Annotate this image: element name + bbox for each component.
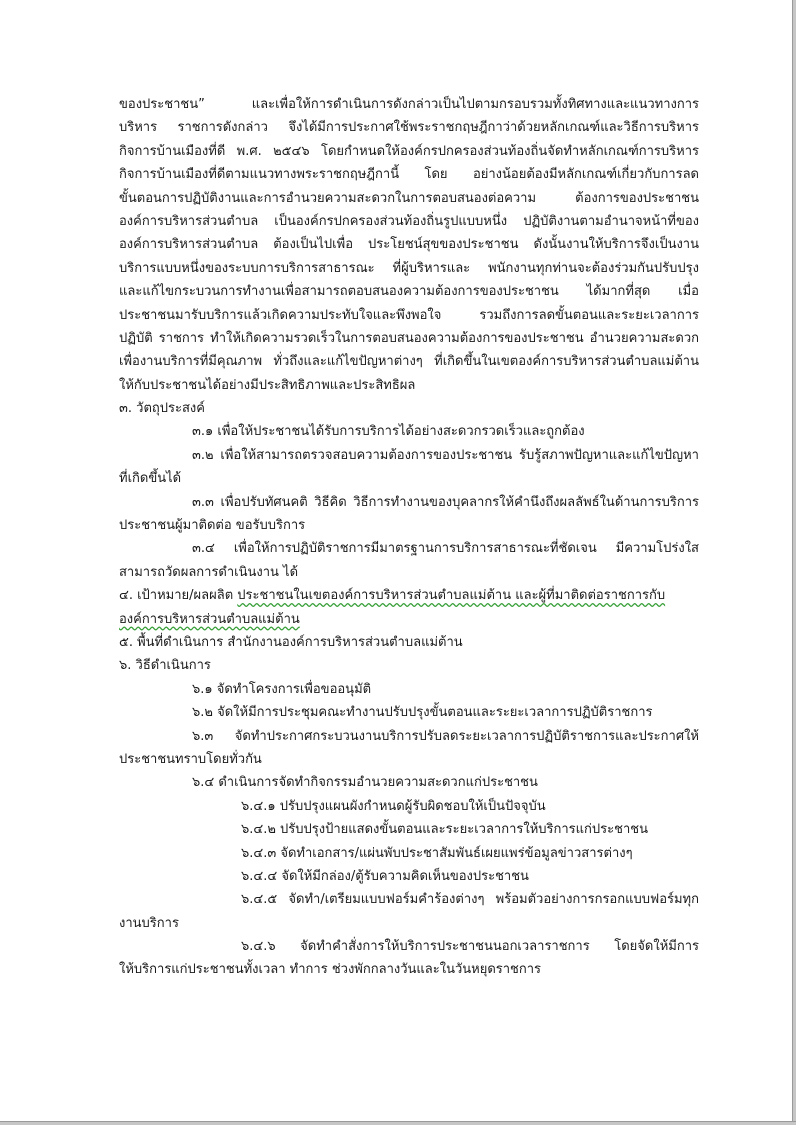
section-4-target — [119, 584, 699, 607]
section-4-label: ๔. เป้าหมาย/ผลผลิต — [119, 588, 238, 604]
objective-3-2: ๓.๒ เพื่อให้สามารถตรวจสอบความต้องการของประชาชน รับรู้สภาพปัญหาและแก้ไขปัญหา — [192, 447, 699, 463]
method-6-4-2: ๖.๔.๒ ปรับปรุงป้ายแสดงขั้นตอนและระยะเวลาการให้บริการแก่ประชาชน — [241, 822, 648, 838]
method-6-3-cont: ประชาชนทราบโดยทั่วกัน — [119, 751, 262, 767]
section-3-heading: ๓. วัตถุประสงค์ — [119, 401, 205, 417]
method-6-1: ๖.๑ จัดทำโครงการเพื่อขออนุมัติ — [192, 681, 372, 697]
objective-3-1: ๓.๑ เพื่อให้ประชาชนได้รับการบริการได้อย่างสะดวกรวดเร็วและถูกต้อง — [192, 424, 585, 440]
method-6-4-6: ๖.๔.๖ จัดทำคำสั่งการให้บริการประชาชนนอกเวลาราชการ โดยจัดให้มีการ — [241, 939, 699, 955]
section-5-area: ๕. พื้นที่ดำเนินการ สำนักงานองค์การบริหารส่วนตำบลแม่ต้าน — [119, 634, 463, 650]
section-4-target-text: ประชาชนในเขตองค์การบริหารส่วนตำบลแม่ต้าน และผู้ที่มาติดต่อราชการกับ — [237, 588, 666, 604]
intro-line: เพื่องานบริการที่มีคุณภาพ ทั่วถึงและแก้ไขปัญหาต่างๆ ที่เกิดขึ้นในเขตองค์การบริหารส่วนตำบลแม่ต้าน — [119, 354, 699, 370]
objective-3-4: ๓.๔ เพื่อให้การปฏิบัติราชการมีมาตรฐานการบริการสาธารณะที่ชัดเจน มีความโปร่งใส — [192, 541, 699, 557]
method-6-4: ๖.๔ ดำเนินการจัดทำกิจกรรมอำนวยความสะดวกแก่ประชาชน — [192, 775, 538, 791]
intro-line: องค์การบริหารส่วนตำบล ต้องเป็นไปเพื่อ ประโยชน์สุขของประชาชน ดังนั้นงานให้บริการจึงเป็นงาน — [119, 237, 699, 253]
intro-line: ขั้นตอนการปฏิบัติงานและการอำนวยความสะดวกในการตอบสนองต่อความ ต้องการของประชาชน — [119, 190, 699, 206]
page-edge-bottom — [0, 1121, 796, 1125]
intro-line: บริการแบบหนึ่งของระบบการบริการสาธารณะ ที่ผู้บริหารและ พนักงานทุกท่านจะต้องร่วมกันปรับปรุง — [119, 260, 699, 276]
intro-line: และแก้ไขกระบวนการทำงานเพื่อสามารถตอบสนองความต้องการของประชาชน ได้มากที่สุด เมื่อ — [119, 284, 699, 300]
method-6-4-3: ๖.๔.๓ จัดทำเอกสาร/แผ่นพับประชาสัมพันธ์เผยแพร่ข้อมูลข่าวสารต่างๆ — [241, 845, 633, 861]
method-6-4-5-cont: งานบริการ — [119, 915, 179, 931]
method-6-3: ๖.๓ จัดทำประกาศกระบวนงานบริการปรับลดระยะเวลาการปฏิบัติราชการและประกาศให้ — [192, 728, 699, 744]
intro-line: ประชาชนมารับบริการแล้วเกิดความประทับใจและพึงพอใจ รวมถึงการลดขั้นตอนและระยะเวลาการ — [119, 307, 699, 323]
section-4-target-cont — [119, 608, 699, 631]
objective-3-4-cont: สามารถวัดผลการดำเนินงาน ได้ — [119, 564, 299, 580]
intro-line: กิจการบ้านเมืองที่ดีตามแนวทางพระราชกฤษฎีกานี้ โดย อย่างน้อยต้องมีหลักเกณฑ์เกี่ยวกับการลด — [119, 167, 699, 183]
objective-3-2-cont: ที่เกิดขึ้นได้ — [119, 471, 182, 487]
method-6-4-6-cont: ให้บริการแก่ประชาชนทั้งเวลา ทำการ ช่วงพักกลางวันและในวันหยุดราชการ — [119, 962, 542, 978]
section-4-target-text-cont: องค์การบริหารส่วนตำบลแม่ต้าน — [119, 611, 300, 627]
intro-line: กิจการบ้านเมืองที่ดี พ.ศ. ๒๕๔๖ โดยกำหนดให้องค์กรปกครองส่วนท้องถิ่นจัดทำหลักเกณฑ์การบริหาร — [119, 143, 699, 159]
objective-3-3-cont: ประชาชนผู้มาติดต่อ ขอรับบริการ — [119, 518, 306, 534]
intro-line: ให้กับประชาชนได้อย่างมีประสิทธิภาพและประสิทธิผล — [119, 377, 416, 393]
intro-line: องค์การบริหารส่วนตำบล เป็นองค์กรปกครองส่วนท้องถิ่นรูปแบบหนึ่ง ปฏิบัติงานตามอำนาจหน้าที่ของ — [119, 213, 699, 229]
method-6-4-4: ๖.๔.๔ จัดให้มีกล่อง/ตู้รับความคิดเห็นของประชาชน — [241, 868, 529, 884]
method-6-4-5: ๖.๔.๕ จัดทำ/เตรียมแบบฟอร์มคำร้องต่างๆ พร้อมตัวอย่างการกรอกแบบฟอร์มทุก — [241, 892, 699, 908]
section-6-heading: ๖. วิธีดำเนินการ — [119, 658, 211, 674]
intro-line: ปฏิบัติ ราชการ ทำให้เกิดความรวดเร็วในการตอบสนองความต้องการของประชาชน อำนวยความสะดวก — [119, 330, 699, 346]
objective-3-3: ๓.๓ เพื่อปรับทัศนคติ วิธีคิด วิธีการทำงานของบุคลากรให้คำนึงถึงผลลัพธ์ในด้านการบริการ — [192, 494, 699, 510]
method-6-4-1: ๖.๔.๑ ปรับปรุงแผนผังกำหนดผู้รับผิดชอบให้เป็นปัจจุบัน — [241, 798, 546, 814]
page-edge-right — [792, 0, 796, 1125]
document-body — [119, 93, 699, 982]
intro-line: ของประชาชน” และเพื่อให้การดำเนินการดังกล่าวเป็นไปตามกรอบรวมทั้งทิศทางและแนวทางการ — [119, 97, 699, 112]
intro-line: บริหาร ราชการดังกล่าว จึงได้มีการประกาศใช้พระราชกฤษฎีกาว่าด้วยหลักเกณฑ์และวิธีการบริหาร — [119, 120, 699, 136]
method-6-2: ๖.๒ จัดให้มีการประชุมคณะทำงานปรับปรุงขั้นตอนและระยะเวลาการปฏิบัติราชการ — [192, 705, 653, 721]
